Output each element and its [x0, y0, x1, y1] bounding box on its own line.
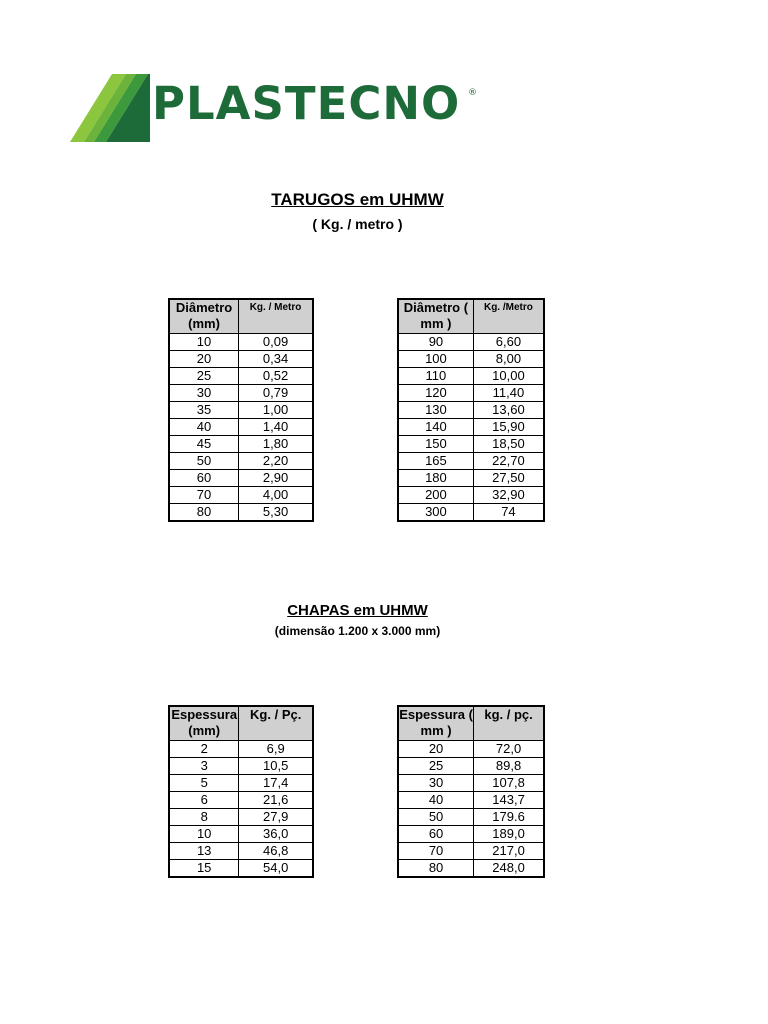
weight-cell: 21,6 [239, 792, 313, 809]
size-cell: 50 [169, 453, 239, 470]
tarugos-title: TARUGOS em UHMW [271, 190, 444, 209]
size-cell: 130 [398, 402, 473, 419]
weight-cell: 248,0 [474, 860, 544, 878]
weight-cell: 36,0 [239, 826, 313, 843]
table-row [398, 470, 544, 487]
size-cell: 60 [169, 470, 239, 487]
size-cell: 180 [398, 470, 473, 487]
header-weight: Kg. / Metro [239, 299, 313, 334]
size-cell: 40 [398, 792, 474, 809]
tarugos-left-table [168, 298, 314, 522]
size-cell: 25 [169, 368, 239, 385]
size-cell: 10 [169, 334, 239, 351]
size-cell: 25 [398, 758, 474, 775]
table-row [169, 368, 313, 385]
weight-cell: 1,00 [239, 402, 313, 419]
size-cell: 165 [398, 453, 473, 470]
table-row [398, 826, 544, 843]
header-thickness: Espessura ( mm ) [398, 706, 474, 741]
header-weight: Kg. / Pç. [239, 706, 313, 741]
header-weight: kg. / pç. [474, 706, 544, 741]
weight-cell: 143,7 [474, 792, 544, 809]
table-row [169, 775, 313, 792]
table-row [398, 436, 544, 453]
table-row [398, 385, 544, 402]
weight-cell: 46,8 [239, 843, 313, 860]
table-row [169, 436, 313, 453]
table-row [398, 487, 544, 504]
table-row [398, 809, 544, 826]
size-cell: 10 [169, 826, 239, 843]
size-cell: 45 [169, 436, 239, 453]
table-row [169, 758, 313, 775]
size-cell: 15 [169, 860, 239, 878]
weight-cell: 6,9 [239, 741, 313, 758]
weight-cell: 6,60 [473, 334, 544, 351]
weight-cell: 217,0 [474, 843, 544, 860]
table-row [398, 504, 544, 522]
table-row [169, 826, 313, 843]
logo-stripes-icon [70, 70, 152, 145]
header-thickness: Espessura (mm) [169, 706, 239, 741]
table-row [398, 419, 544, 436]
weight-cell: 15,90 [473, 419, 544, 436]
table-row [169, 792, 313, 809]
size-cell: 70 [398, 843, 474, 860]
tarugos-right-table [397, 298, 545, 522]
size-cell: 200 [398, 487, 473, 504]
weight-cell: 18,50 [473, 436, 544, 453]
weight-cell: 189,0 [474, 826, 544, 843]
size-cell: 2 [169, 741, 239, 758]
weight-cell: 10,5 [239, 758, 313, 775]
table-row [398, 758, 544, 775]
table-row [398, 334, 544, 351]
weight-cell: 8,00 [473, 351, 544, 368]
weight-cell: 0,52 [239, 368, 313, 385]
chapas-left-table [168, 705, 314, 878]
weight-cell: 72,0 [474, 741, 544, 758]
table-row [398, 775, 544, 792]
table-row [169, 334, 313, 351]
size-cell: 35 [169, 402, 239, 419]
weight-cell: 32,90 [473, 487, 544, 504]
size-cell: 100 [398, 351, 473, 368]
size-cell: 30 [398, 775, 474, 792]
size-cell: 20 [169, 351, 239, 368]
weight-cell: 0,09 [239, 334, 313, 351]
size-cell: 50 [398, 809, 474, 826]
header-diameter: Diâmetro (mm) [169, 299, 239, 334]
size-cell: 30 [169, 385, 239, 402]
size-cell: 70 [169, 487, 239, 504]
table-row [169, 860, 313, 878]
size-cell: 90 [398, 334, 473, 351]
size-cell: 110 [398, 368, 473, 385]
size-cell: 120 [398, 385, 473, 402]
table-row [398, 368, 544, 385]
size-cell: 150 [398, 436, 473, 453]
registered-mark: ® [468, 88, 477, 98]
weight-cell: 4,00 [239, 487, 313, 504]
weight-cell: 2,20 [239, 453, 313, 470]
table-row [169, 809, 313, 826]
weight-cell: 13,60 [473, 402, 544, 419]
weight-cell: 5,30 [239, 504, 313, 522]
logo-wordmark: PLASTECNO [152, 77, 461, 130]
weight-cell: 54,0 [239, 860, 313, 878]
table-row [169, 504, 313, 522]
table-row [169, 385, 313, 402]
table-row [169, 487, 313, 504]
header-diameter: Diâmetro ( mm ) [398, 299, 473, 334]
weight-cell: 0,79 [239, 385, 313, 402]
weight-cell: 1,80 [239, 436, 313, 453]
plastecno-logo [70, 70, 480, 145]
header-weight: Kg. /Metro [473, 299, 544, 334]
weight-cell: 10,00 [473, 368, 544, 385]
size-cell: 80 [398, 860, 474, 878]
size-cell: 20 [398, 741, 474, 758]
table-row [398, 453, 544, 470]
chapas-subtitle: (dimensão 1.200 x 3.000 mm) [274, 624, 441, 638]
table-row [169, 402, 313, 419]
table-row [398, 792, 544, 809]
weight-cell: 22,70 [473, 453, 544, 470]
table-row [398, 351, 544, 368]
table-row [398, 843, 544, 860]
table-row [169, 470, 313, 487]
table-row [398, 402, 544, 419]
weight-cell: 11,40 [473, 385, 544, 402]
weight-cell: 27,9 [239, 809, 313, 826]
weight-cell: 179.6 [474, 809, 544, 826]
size-cell: 140 [398, 419, 473, 436]
size-cell: 60 [398, 826, 474, 843]
table-row [169, 453, 313, 470]
tarugos-subtitle: ( Kg. / metro ) [312, 216, 403, 232]
table-row [169, 351, 313, 368]
weight-cell: 89,8 [474, 758, 544, 775]
weight-cell: 74 [473, 504, 544, 522]
table-row [169, 419, 313, 436]
weight-cell: 1,40 [239, 419, 313, 436]
size-cell: 3 [169, 758, 239, 775]
size-cell: 8 [169, 809, 239, 826]
weight-cell: 27,50 [473, 470, 544, 487]
table-row [169, 843, 313, 860]
size-cell: 5 [169, 775, 239, 792]
size-cell: 300 [398, 504, 473, 522]
table-row [169, 741, 313, 758]
table-row [398, 860, 544, 878]
chapas-title: CHAPAS em UHMW [287, 602, 428, 619]
weight-cell: 107,8 [474, 775, 544, 792]
size-cell: 40 [169, 419, 239, 436]
size-cell: 80 [169, 504, 239, 522]
size-cell: 13 [169, 843, 239, 860]
weight-cell: 17,4 [239, 775, 313, 792]
weight-cell: 0,34 [239, 351, 313, 368]
weight-cell: 2,90 [239, 470, 313, 487]
table-row [398, 741, 544, 758]
size-cell: 6 [169, 792, 239, 809]
chapas-right-table [397, 705, 545, 878]
